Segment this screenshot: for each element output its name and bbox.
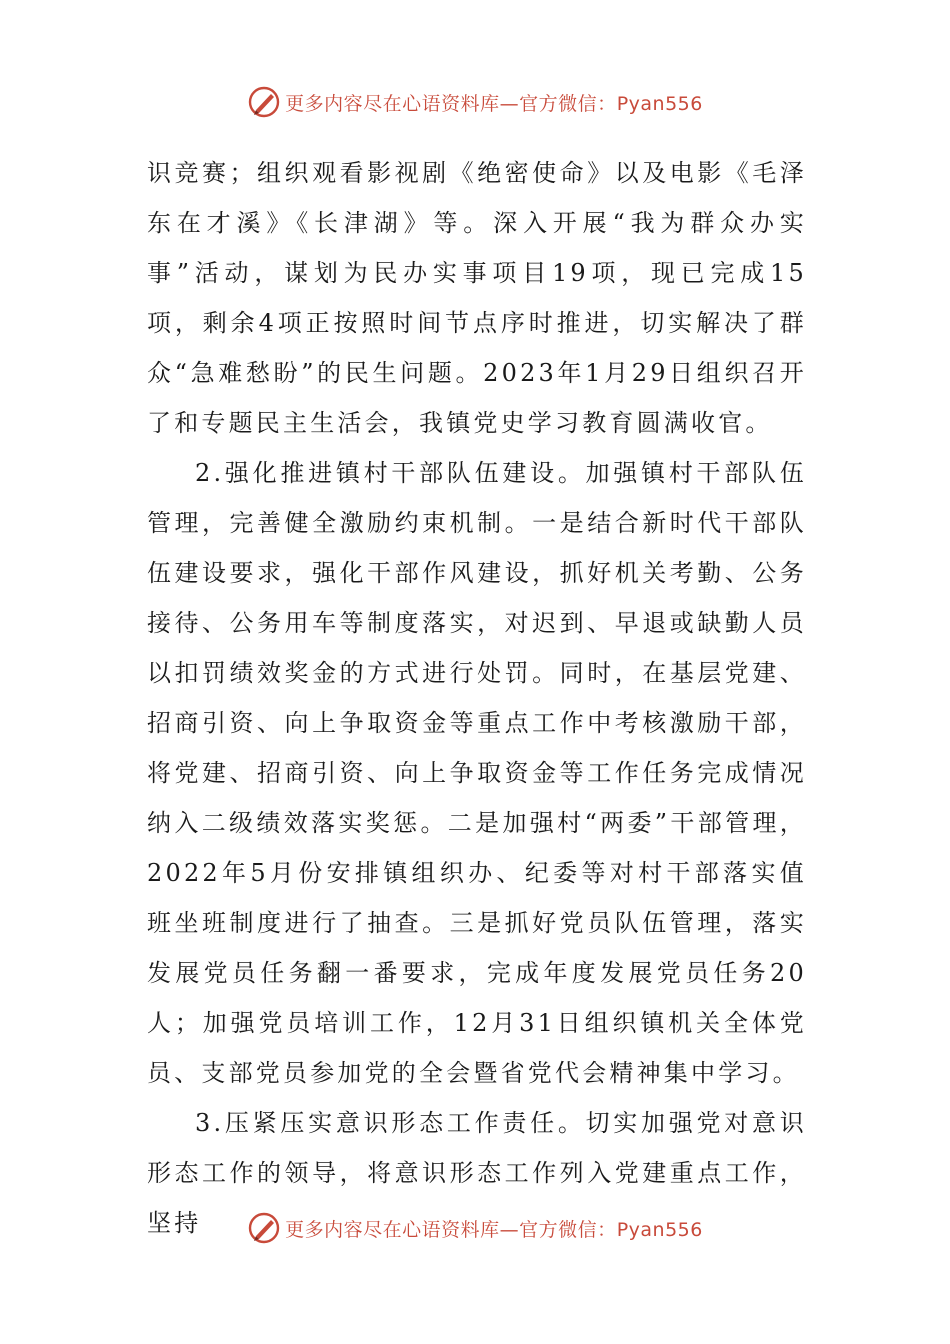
banner-brand: 更多内容尽在心语资料库 <box>285 92 500 115</box>
banner-wechat-label: 官方微信： <box>519 92 617 115</box>
banner-separator: — <box>499 1218 520 1241</box>
header-banner <box>0 82 950 122</box>
banner-wechat-id: Pyan556 <box>616 92 703 115</box>
banner-separator: — <box>499 92 520 115</box>
document-body <box>147 148 807 1248</box>
banner-wechat-label: 官方微信： <box>519 1218 617 1241</box>
paragraph-ideology: 3.压紧压实意识形态工作责任。切实加强党对意识形态工作的领导，将意识形态工作列入党建重点工作，坚持 <box>147 1109 807 1237</box>
pen-circle-logo-icon <box>247 85 281 119</box>
paragraph-continuation: 识竞赛；组织观看影视剧《绝密使命》以及电影《毛泽东在才溪》《长津湖》等。深入开展“我为群众办实事”活动，谋划为民办实事项目19项，现已完成15项，剩余4项正按照时间节点序时推进，切实解决了群众“急难愁盼”的民生问题。2023年1月29日组织召开了和专题民主生活会，我镇党史学习教育圆满收官。 <box>147 159 807 437</box>
banner-text <box>285 89 703 116</box>
pen-circle-logo-icon <box>247 1211 281 1245</box>
paragraph-cadre-team: 2.强化推进镇村干部队伍建设。加强镇村干部队伍管理，完善健全激励约束机制。一是结合新时代干部队伍建设要求，强化干部作风建设，抓好机关考勤、公务接待、公务用车等制度落实，对迟到、早退或缺勤人员以扣罚绩效奖金的方式进行处罚。同时，在基层党建、招商引资、向上争取资金等重点工作中考核激励干部，将党建、招商引资、向上争取资金等工作任务完成情况纳入二级绩效落实奖惩。二是加强村“两委”干部管理，2022年5月份安排镇组织办、纪委等对村干部落实值班坐班制度进行了抽查。三是抓好党员队伍管理，落实发展党员任务翻一番要求，完成年度发展党员任务20人；加强党员培训工作，12月31日组织镇机关全体党员、支部党员参加党的全会暨省党代会精神集中学习。 <box>147 459 807 1087</box>
banner-wechat-id: Pyan556 <box>616 1218 703 1241</box>
banner-brand: 更多内容尽在心语资料库 <box>285 1218 500 1241</box>
banner-text <box>285 1215 703 1242</box>
footer-banner <box>0 1208 950 1248</box>
